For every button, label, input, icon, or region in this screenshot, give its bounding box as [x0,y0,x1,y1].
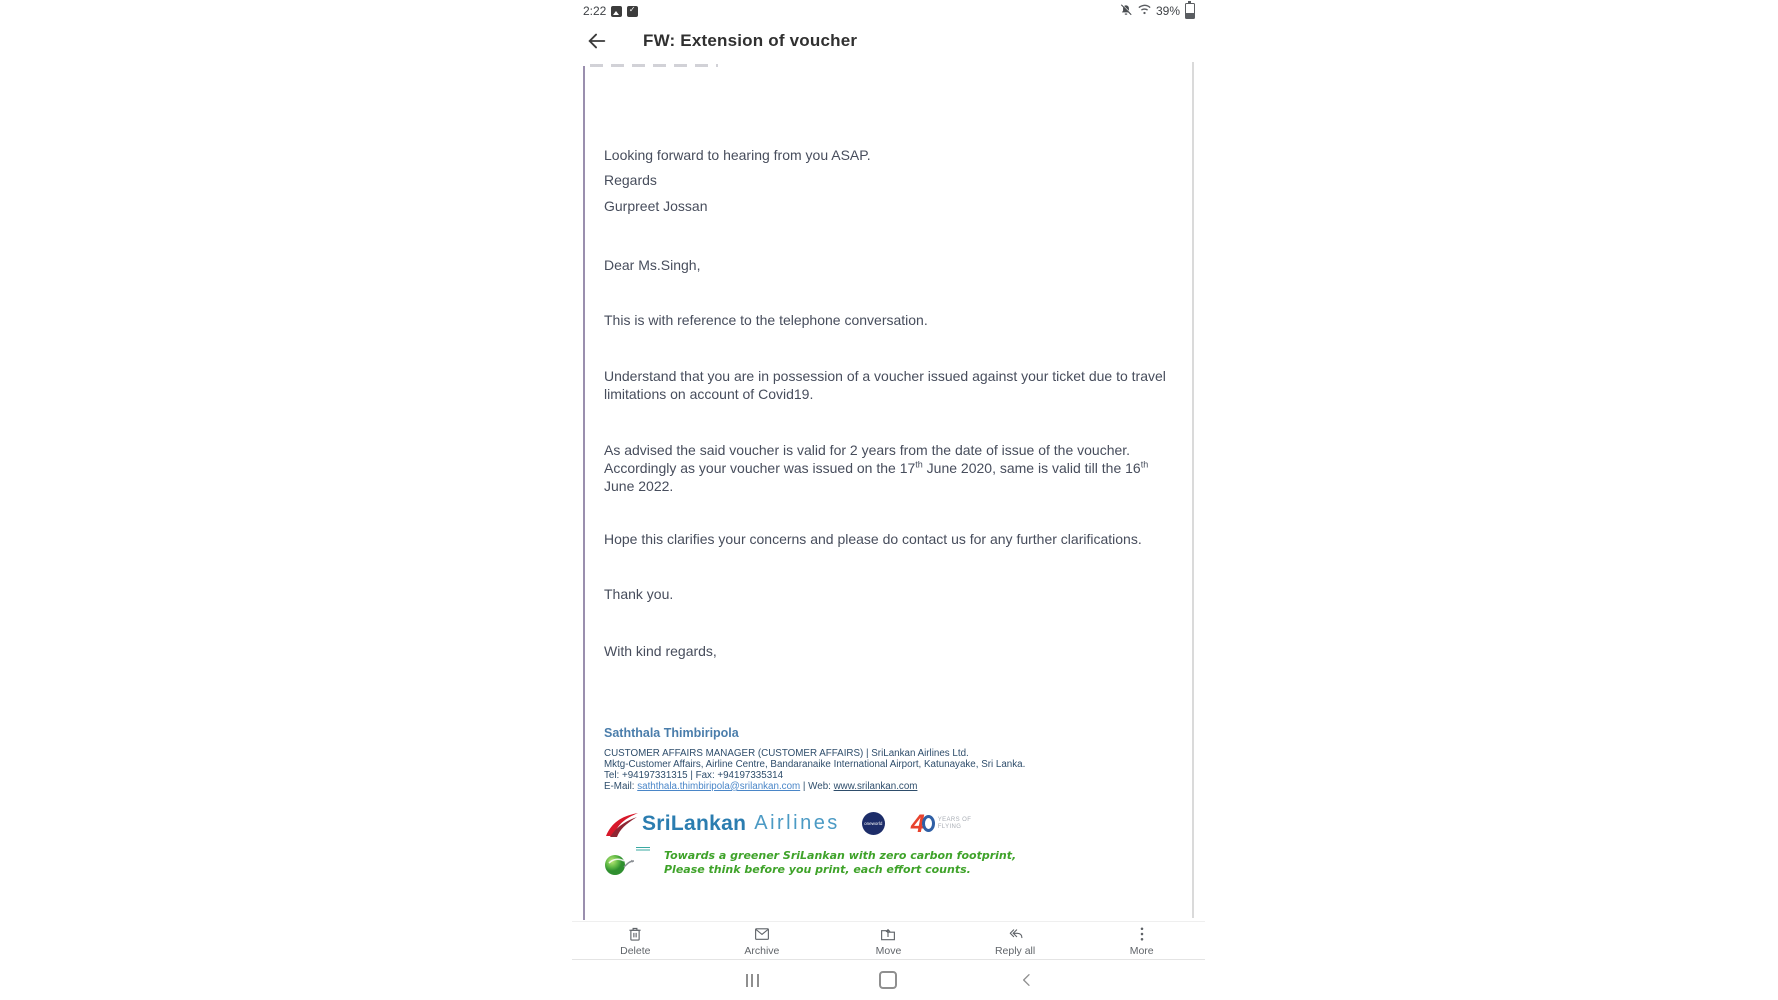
body-paragraph: Thank you. [604,586,674,602]
clipped-text-remnant [590,64,718,67]
airline-wordmark: SriLankan [642,811,747,835]
srilankan-logo-row [604,806,1182,842]
screenshot-notification-icon [611,6,622,17]
back-arrow-icon [586,30,608,52]
body-paragraph: Gurpreet Jossan [604,198,708,214]
body-paragraph: Dear Ms.Singh, [604,257,701,273]
battery-percent-text: 39% [1155,4,1180,18]
android-nav-bar [572,960,1205,1000]
wifi-icon [1137,3,1152,19]
archive-button[interactable]: Archive [699,922,826,960]
trash-icon [626,925,644,943]
forty-years-logo: 4 YEARS OF FLYING [910,809,972,838]
body-paragraph: As advised the said voucher is valid for 2 years from the date of issue of the voucher. Accordingly as your voucher was issued on the 17th June 2020, same is valid till the 16th June 2022. [604,442,1149,494]
body-paragraph: Regards [604,172,657,188]
recents-icon [746,974,759,987]
signature-phone-line: Tel: +94197331315 | Fax: +94197335314 [604,769,784,781]
recents-button[interactable] [732,960,772,1000]
more-button[interactable]: More [1078,922,1205,960]
green-globe-icon [604,849,638,877]
green-note: Towards a greener SriLankan with zero carbon footprint, Please think before you print, each effort counts. [664,848,1017,877]
email-subject-title: FW: Extension of voucher [643,31,858,50]
body-paragraph: This is with reference to the telephone conversation. [604,312,928,328]
status-bar [572,0,1205,20]
archive-icon [753,925,771,943]
signature-name: Saththala Thimbiripola [604,726,739,740]
srilankan-swoosh-icon [604,808,640,840]
checkbox-notification-icon [627,6,638,17]
delete-button[interactable]: Delete [572,922,699,960]
move-button[interactable]: Move [825,922,952,960]
signature-address-line: Mktg-Customer Affairs, Airline Centre, Bandaranaike International Airport, Katunayake, Sri Lanka. [604,758,1026,770]
body-paragraph: With kind regards, [604,643,717,659]
nav-back-icon [1019,972,1035,988]
mute-icon [1119,3,1133,20]
nav-back-button[interactable] [1007,960,1047,1000]
email-header [572,24,1205,58]
signature-contact-line: E-Mail: saththala.thimbiripola@srilankan.com | Web: www.srilankan.com [604,780,918,792]
body-paragraph: Understand that you are in possession of a voucher issued against your ticket due to travel limitations on account of Covid19. [604,368,1166,402]
signature-title-line: CUSTOMER AFFAIRS MANAGER (CUSTOMER AFFAIRS) | SriLankan Airlines Ltd. [604,748,969,759]
signature-block [604,749,1182,793]
action-toolbar [572,921,1205,960]
email-body [572,62,1205,920]
phone-screen [572,0,1205,1000]
move-icon [879,925,897,943]
reply-all-button[interactable]: Reply all [952,922,1079,960]
body-paragraph: Looking forward to hearing from you ASAP. [604,147,871,163]
reply-all-icon [1006,925,1025,943]
signature-email-link[interactable]: saththala.thimbiripola@srilankan.com [637,780,801,792]
home-icon [879,971,897,989]
signature-web-link[interactable]: www.srilankan.com [833,780,918,792]
home-button[interactable] [868,960,908,1000]
green-footer [604,849,1182,878]
airline-wordmark-2: Airlines [754,812,840,835]
eco-fineprint [636,847,650,852]
oneworld-logo: oneworld [862,812,885,835]
clock-text: 2:22 [583,4,607,18]
battery-icon [1185,3,1195,19]
more-icon [1133,925,1151,943]
forty-years-zero-ring [922,815,935,832]
body-paragraph: Hope this clarifies your concerns and please do contact us for any further clarifications. [604,531,1142,547]
back-button[interactable] [585,29,609,53]
